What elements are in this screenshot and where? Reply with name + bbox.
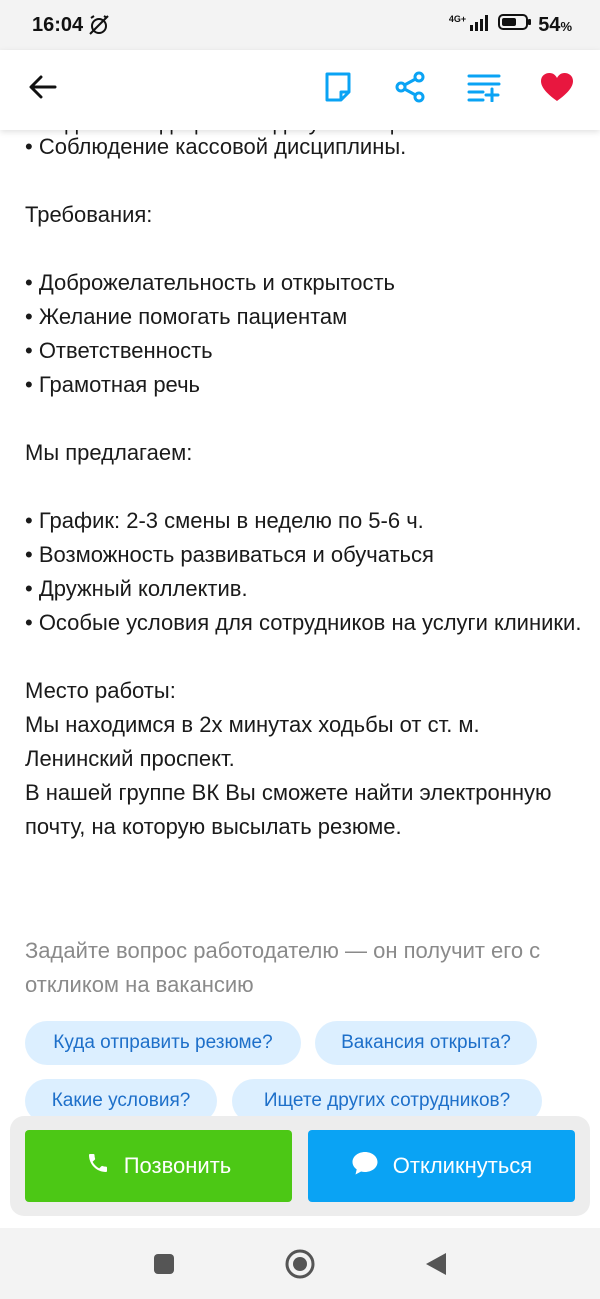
question-prompt: Задайте вопрос работодателю — он получит его с откликом на вакансию bbox=[25, 938, 541, 997]
requirement-item: • Доброжелательность и открытость bbox=[25, 270, 396, 295]
call-button[interactable] bbox=[25, 1130, 292, 1202]
workplace-text: Мы находимся в 2х минутах ходьбы от ст. м. Ленинский проспект. bbox=[25, 712, 480, 771]
system-nav-bar bbox=[0, 1228, 600, 1299]
question-chip[interactable]: Вакансия открыта? bbox=[315, 1021, 537, 1065]
battery-level: 54 bbox=[538, 13, 561, 36]
requirement-item: • Желание помогать пациентам bbox=[25, 304, 348, 329]
action-bar bbox=[10, 1116, 590, 1216]
requirements-title: Требования: bbox=[25, 202, 153, 227]
top-app-bar bbox=[0, 50, 600, 130]
offer-item: • Дружный коллектив. bbox=[25, 576, 248, 601]
apply-button[interactable] bbox=[308, 1130, 575, 1202]
battery-icon bbox=[498, 13, 532, 37]
offer-item: • Возможность развиваться и обучаться bbox=[25, 542, 434, 567]
question-chip[interactable]: Ищете других сотрудников? bbox=[232, 1079, 542, 1123]
list-add-icon[interactable] bbox=[464, 67, 504, 107]
requirement-item: • Ответственность bbox=[25, 338, 213, 363]
vacancy-description bbox=[25, 130, 585, 844]
network-type: 4G+ bbox=[448, 14, 467, 24]
offer-title: Мы предлагаем: bbox=[25, 440, 193, 465]
square-icon[interactable] bbox=[146, 1246, 182, 1282]
heart-icon[interactable] bbox=[537, 67, 577, 107]
triangle-back-icon[interactable] bbox=[418, 1246, 454, 1282]
alarm-off-icon bbox=[87, 13, 111, 37]
offer-item: • Особые условия для сотрудников на услуги клиники. bbox=[25, 610, 582, 635]
battery-unit: % bbox=[560, 18, 572, 34]
phone-icon bbox=[86, 1151, 110, 1181]
question-chip[interactable]: Какие условия? bbox=[25, 1079, 217, 1123]
offer-item: • График: 2-3 смены в неделю по 5-6 ч. bbox=[25, 508, 424, 533]
status-indicators bbox=[449, 13, 572, 37]
duty-item: • Соблюдение кассовой дисциплины. bbox=[25, 134, 407, 159]
signal-icon bbox=[470, 13, 492, 37]
contact-text: В нашей группе ВК Вы сможете найти электронную почту, на которую высылать резюме. bbox=[25, 780, 552, 839]
status-bar bbox=[0, 0, 600, 50]
apply-button-label: Откликнуться bbox=[392, 1153, 533, 1178]
status-time: 16:04 bbox=[32, 13, 84, 36]
note-icon[interactable] bbox=[318, 67, 358, 107]
workplace-title: Место работы: bbox=[25, 678, 176, 703]
call-button-label: Позвонить bbox=[123, 1153, 232, 1178]
arrow-left-icon[interactable] bbox=[26, 70, 60, 104]
share-icon[interactable] bbox=[390, 67, 430, 107]
question-chip[interactable]: Куда отправить резюме? bbox=[25, 1021, 301, 1065]
circle-icon[interactable] bbox=[282, 1246, 318, 1282]
requirement-item: • Грамотная речь bbox=[25, 372, 200, 397]
chat-bubble-icon bbox=[351, 1150, 379, 1182]
